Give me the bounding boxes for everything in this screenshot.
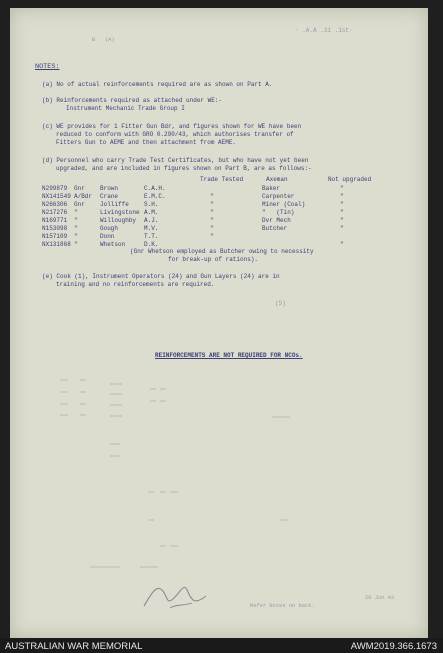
trade-row-5-col-1: " [74,225,78,232]
trade-row-0-col-0: N299879 [42,185,68,192]
trade-note-line1: (Gnr Whetson employed as Butcher owing to necessity [130,248,314,255]
trade-row-2-col-4: " [210,201,214,208]
note-b-line2: Instrument Mechanic Trade Group I [66,105,185,112]
trade-row-4-col-6: " [340,217,344,224]
note-b-line1: (b) Reinforcements required as attached under WE:- [42,97,223,104]
trade-row-0-col-2: Brown [100,185,119,192]
trade-row-0-col-1: Gnr [74,185,85,192]
trade-row-4-col-2: Willoughby [100,217,137,224]
note-e-line2: training and no reinforcements are required. [56,281,215,288]
trade-header-tested: Trade Tested [200,176,244,183]
footer-right: AWM2019.366.1673 [350,641,437,652]
archive-footer [0,638,443,653]
notes-label: NOTES: [35,63,60,71]
trade-row-7-col-6: " [340,241,344,248]
bottom-ghost-note: Refer Notes on back. [250,603,315,609]
trade-row-3-col-3: A.M. [144,209,159,216]
trade-row-7-col-1: " [74,241,78,248]
trade-row-2-col-3: S.H. [144,201,159,208]
trade-row-4-col-1: " [74,217,78,224]
trade-row-0-col-5: Baker [262,185,281,192]
trade-row-5-col-6: " [340,225,344,232]
trade-row-5-col-0: N153098 [42,225,68,232]
note-e-line1: (e) Cook (1), Instrument Operators (24) and Gun Layers (24) are in [42,273,280,280]
ghost-mark-5: (5) [275,300,286,307]
trade-row-1-col-4: " [210,193,214,200]
trade-row-3-col-5: " (Tin) [262,209,295,216]
trade-row-5-col-5: Butcher [262,225,288,232]
trade-header-not-upgraded: Not upgraded [328,176,372,183]
trade-row-1-col-0: NX141549 [42,193,71,200]
trade-row-7-col-3: D.K. [144,241,159,248]
note-d-line1: (d) Personnel who carry Trade Test Certificates, but who have not yet been [42,157,309,164]
note-d-line2: upgraded, and are included in figures shown on Part B, are as follows:- [56,165,312,172]
trade-row-6-col-3: T.T. [144,233,159,240]
trade-row-3-col-0: N217276 [42,209,68,216]
trade-row-1-col-6: " [340,193,344,200]
trade-row-3-col-4: " [210,209,214,216]
trade-row-6-col-4: " [210,233,214,240]
trade-row-7-col-0: NX131868 [42,241,71,248]
trade-row-2-col-6: " [340,201,344,208]
trade-row-1-col-5: Carpenter [262,193,295,200]
note-c-line1: (c) WE provides for 1 Fitter Gun Bdr, and figures shown for WE have been [42,123,302,130]
trade-row-5-col-2: Gough [100,225,119,232]
trade-row-6-col-0: N157109 [42,233,68,240]
bottom-ghost-date: 26 Jun 43 [365,595,395,601]
header-ghost-left: B (A) [92,37,115,43]
footer-left: AUSTRALIAN WAR MEMORIAL [5,641,143,652]
header-ghost-right: · .A.A .31 .1st· [295,27,353,34]
trade-row-1-col-2: Crane [100,193,119,200]
trade-row-4-col-4: " [210,217,214,224]
trade-row-4-col-3: A.J. [144,217,159,224]
trade-row-0-col-3: C.A.H. [144,185,166,192]
trade-row-2-col-2: Jolliffe [100,201,129,208]
show-through-marks [10,8,428,638]
section-heading: REINFORCEMENTS ARE NOT REQUIRED FOR NCOs. [155,352,303,359]
document-page [10,8,428,638]
note-c-line2: reduced to conform with GRO 0.290/43, which authorises transfer of [56,131,294,138]
trade-note-line2: for break-up of rations). [168,256,259,263]
trade-row-6-col-1: " [74,233,78,240]
note-a: (a) No of actual reinforcements required are as shown on Part A. [42,81,273,88]
trade-row-6-col-2: Donn [100,233,115,240]
trade-row-2-col-0: N266306 [42,201,68,208]
trade-row-3-col-6: " [340,209,344,216]
note-c-line3: Fitters Gun to AEME and then attachment from AEME. [56,139,237,146]
trade-row-2-col-1: Gnr [74,201,85,208]
trade-row-3-col-1: " [74,209,78,216]
trade-row-5-col-4: " [210,225,214,232]
trade-row-1-col-1: A/Bdr [74,193,93,200]
trade-row-7-col-2: Whetson [100,241,126,248]
trade-row-3-col-2: Livingstone [100,209,140,216]
trade-row-5-col-3: M.V. [144,225,159,232]
trade-row-4-col-0: N169771 [42,217,68,224]
signature-scribble [140,576,210,614]
trade-row-4-col-5: Dvr Mech [262,217,291,224]
trade-row-0-col-6: " [340,185,344,192]
trade-header-axeman: Axeman [266,176,288,183]
trade-row-1-col-3: E.M.C. [144,193,166,200]
trade-row-2-col-5: Miner (Coal) [262,201,306,208]
